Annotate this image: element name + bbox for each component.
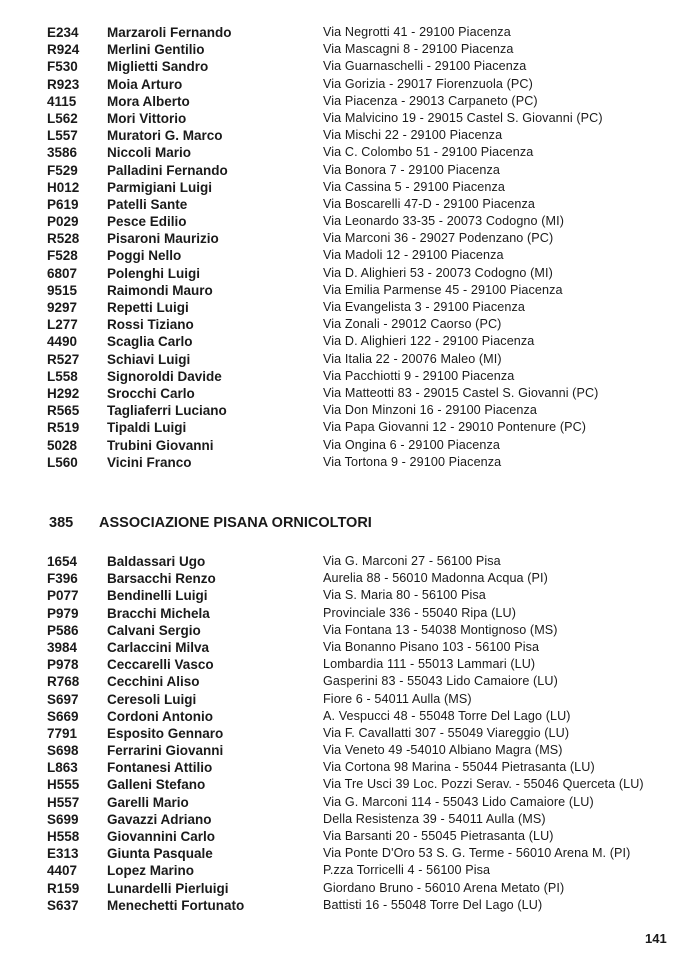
member-name: Raimondi Mauro	[107, 282, 213, 298]
member-code: R923	[47, 76, 80, 92]
member-row	[0, 402, 700, 419]
member-name: Giunta Pasquale	[107, 846, 213, 862]
member-name: Gavazzi Adriano	[107, 811, 212, 827]
member-row	[0, 454, 700, 471]
member-row	[0, 419, 700, 436]
member-name: Srocchi Carlo	[107, 385, 195, 401]
member-name: Bracchi Michela	[107, 605, 210, 621]
member-code: S637	[47, 897, 79, 913]
member-address: Via S. Maria 80 - 56100 Pisa	[323, 588, 486, 603]
member-code: 4407	[47, 863, 78, 879]
member-name: Signoroldi Davide	[107, 368, 222, 384]
member-row	[0, 110, 700, 127]
section-heading	[0, 512, 700, 534]
member-row	[0, 880, 700, 897]
member-address: Via Ongina 6 - 29100 Piacenza	[323, 437, 501, 452]
member-name: Rossi Tiziano	[107, 317, 194, 333]
member-address: Via C. Colombo 51 - 29100 Piacenza	[323, 145, 534, 160]
member-address: Via Emilia Parmense 45 - 29100 Piacenza	[323, 282, 563, 297]
member-name: Ferrarini Giovanni	[107, 743, 224, 759]
member-code: P979	[47, 605, 79, 621]
member-code: H557	[47, 794, 80, 810]
member-code: F530	[47, 59, 78, 75]
section-title: ASSOCIAZIONE PISANA ORNICOLTORI	[99, 515, 372, 531]
member-code: 3586	[47, 145, 78, 161]
member-row	[0, 691, 700, 708]
member-name: Polenghi Luigi	[107, 265, 200, 281]
member-code: P619	[47, 196, 79, 212]
member-row	[0, 587, 700, 604]
member-address: Via Bonora 7 - 29100 Piacenza	[323, 162, 501, 177]
member-name: Miglietti Sandro	[107, 59, 209, 75]
member-code: 9515	[47, 282, 78, 298]
member-code: P586	[47, 622, 79, 638]
member-address: Giordano Bruno - 56010 Arena Metato (PI)	[323, 880, 565, 895]
member-code: R565	[47, 403, 80, 419]
member-address: Via D. Alighieri 53 - 20073 Codogno (MI)	[323, 265, 553, 280]
member-address: Via Madoli 12 - 29100 Piacenza	[323, 248, 504, 263]
member-name: Tagliaferri Luciano	[107, 403, 227, 419]
member-code: P029	[47, 214, 79, 230]
member-address: Via F. Cavallatti 307 - 55049 Viareggio (LU)	[323, 725, 570, 740]
member-address: Provinciale 336 - 55040 Ripa (LU)	[323, 605, 517, 620]
member-row	[0, 368, 700, 385]
member-address: Fiore 6 - 54011 Aulla (MS)	[323, 691, 472, 706]
member-row	[0, 622, 700, 639]
member-address: A. Vespucci 48 - 55048 Torre Del Lago (LU)	[323, 708, 571, 723]
member-address: Via Cortona 98 Marina - 55044 Pietrasanta (LU)	[323, 760, 595, 775]
member-address: Via Barsanti 20 - 55045 Pietrasanta (LU)	[323, 829, 554, 843]
member-address: Via Marconi 36 - 29027 Podenzano (PC)	[323, 231, 554, 246]
member-code: 5028	[47, 437, 78, 453]
member-name: Scaglia Carlo	[107, 334, 193, 350]
member-code: F396	[47, 571, 78, 587]
member-name: Lunardelli Pierluigi	[107, 880, 229, 896]
member-code: 1654	[47, 554, 78, 569]
member-row	[0, 351, 700, 368]
member-name: Palladini Fernando	[107, 162, 228, 178]
member-address: Via Don Minzoni 16 - 29100 Piacenza	[323, 403, 537, 418]
member-code: L560	[47, 454, 78, 470]
member-row	[0, 196, 700, 213]
member-address: Via Matteotti 83 - 29015 Castel S. Giovanni (PC)	[323, 385, 599, 400]
member-row	[0, 811, 700, 828]
member-address: Via Veneto 49 -54010 Albiano Magra (MS)	[323, 743, 563, 758]
member-code: R528	[47, 231, 80, 247]
member-address: Via Leonardo 33-35 - 20073 Codogno (MI)	[323, 214, 565, 229]
member-name: Cordoni Antonio	[107, 708, 213, 724]
member-address: Via G. Marconi 27 - 56100 Pisa	[323, 554, 501, 568]
member-code: 4115	[47, 93, 77, 109]
member-address: Lombardia 111 - 55013 Lammari (LU)	[323, 657, 536, 672]
member-row	[0, 725, 700, 742]
member-code: R159	[47, 880, 80, 896]
member-code: F528	[47, 248, 78, 264]
member-name: Menechetti Fortunato	[107, 897, 245, 913]
member-address: Via Guarnaschelli - 29100 Piacenza	[323, 59, 527, 74]
member-address: Gasperini 83 - 55043 Lido Camaiore (LU)	[323, 674, 558, 689]
member-code: 9297	[47, 300, 78, 315]
page-number: 141	[645, 931, 667, 946]
member-address: Aurelia 88 - 56010 Madonna Acqua (PI)	[323, 571, 548, 586]
member-code: L562	[47, 110, 78, 126]
member-name: Pisaroni Maurizio	[107, 231, 219, 247]
member-row	[0, 708, 700, 725]
member-address: Via Piacenza - 29013 Carpaneto (PC)	[323, 93, 538, 108]
member-name: Esposito Gennaro	[107, 725, 224, 741]
member-name: Ceresoli Luigi	[107, 691, 197, 707]
member-code: L277	[47, 317, 78, 333]
member-name: Garelli Mario	[107, 794, 189, 810]
member-name: Galleni Stefano	[107, 777, 206, 793]
member-code: S669	[47, 708, 79, 724]
member-list-pisana	[0, 553, 700, 914]
member-name: Marzaroli Fernando	[107, 25, 232, 40]
member-address: Via D. Alighieri 122 - 29100 Piacenza	[323, 334, 535, 349]
member-address: Via Mascagni 8 - 29100 Piacenza	[323, 42, 514, 57]
member-address: P.zza Torricelli 4 - 56100 Pisa	[323, 863, 491, 878]
member-row	[0, 639, 700, 656]
member-address: Via Gorizia - 29017 Fiorenzuola (PC)	[323, 76, 533, 91]
member-name: Mori Vittorio	[107, 110, 187, 126]
member-row	[0, 230, 700, 247]
member-code: R768	[47, 674, 80, 690]
member-row	[0, 385, 700, 402]
member-row	[0, 127, 700, 144]
member-name: Barsacchi Renzo	[107, 571, 216, 587]
member-address: Via Pacchiotti 9 - 29100 Piacenza	[323, 368, 515, 383]
member-name: Giovannini Carlo	[107, 829, 216, 844]
member-address: Via Boscarelli 47-D - 29100 Piacenza	[323, 196, 535, 211]
member-code: 4490	[47, 334, 78, 350]
member-row	[0, 759, 700, 776]
member-name: Calvani Sergio	[107, 622, 201, 638]
member-name: Poggi Nello	[107, 248, 182, 264]
member-address: Via Italia 22 - 20076 Maleo (MI)	[323, 351, 502, 366]
member-address: Via Cassina 5 - 29100 Piacenza	[323, 179, 505, 194]
member-row	[0, 673, 700, 690]
member-code: H558	[47, 829, 80, 844]
member-name: Schiavi Luigi	[107, 351, 191, 367]
member-address: Via Bonanno Pisano 103 - 56100 Pisa	[323, 639, 540, 654]
member-row	[0, 897, 700, 914]
member-address: Via Zonali - 29012 Caorso (PC)	[323, 317, 502, 332]
member-row	[0, 24, 700, 41]
member-address: Via G. Marconi 114 - 55043 Lido Camaiore (LU)	[323, 794, 594, 809]
member-row	[0, 794, 700, 811]
member-code: S699	[47, 811, 79, 827]
member-address: Via Malvicino 19 - 29015 Castel S. Giovanni (PC)	[323, 110, 603, 125]
member-name: Parmigiani Luigi	[107, 179, 213, 195]
member-name: Bendinelli Luigi	[107, 588, 208, 604]
member-address: Via Tortona 9 - 29100 Piacenza	[323, 454, 502, 469]
member-name: Tipaldi Luigi	[107, 420, 187, 436]
member-row	[0, 282, 700, 299]
member-address: Via Fontana 13 - 54038 Montignoso (MS)	[323, 622, 558, 637]
member-row	[0, 333, 700, 350]
member-name: Trubini Giovanni	[107, 437, 214, 453]
member-code: P077	[47, 588, 79, 604]
member-code: H292	[47, 385, 80, 401]
member-address: Battisti 16 - 55048 Torre Del Lago (LU)	[323, 897, 543, 912]
member-row	[0, 605, 700, 622]
member-code: E234	[47, 25, 79, 40]
member-row	[0, 316, 700, 333]
member-name: Cecchini Aliso	[107, 674, 200, 690]
member-row	[0, 179, 700, 196]
member-name: Patelli Sante	[107, 196, 188, 212]
member-row	[0, 776, 700, 793]
member-row	[0, 247, 700, 264]
member-row	[0, 570, 700, 587]
member-name: Niccoli Mario	[107, 145, 192, 161]
member-row	[0, 862, 700, 879]
member-code: R527	[47, 351, 80, 367]
member-address: Via Mischi 22 - 29100 Piacenza	[323, 128, 503, 143]
member-name: Mora Alberto	[107, 93, 190, 109]
member-address: Via Evangelista 3 - 29100 Piacenza	[323, 300, 526, 314]
member-code: L558	[47, 368, 78, 384]
member-code: S697	[47, 691, 79, 707]
member-name: Pesce Edilio	[107, 214, 187, 230]
member-name: Baldassari Ugo	[107, 554, 206, 569]
member-code: P978	[47, 657, 79, 673]
member-name: Moia Arturo	[107, 76, 183, 92]
member-code: S698	[47, 743, 79, 759]
member-name: Muratori G. Marco	[107, 128, 223, 144]
member-address: Via Negrotti 41 - 29100 Piacenza	[323, 25, 511, 39]
member-code: H555	[47, 777, 80, 793]
member-name: Lopez Marino	[107, 863, 194, 879]
member-row	[0, 213, 700, 230]
member-row	[0, 553, 700, 570]
member-row	[0, 76, 700, 93]
member-code: L557	[47, 128, 78, 144]
member-row	[0, 162, 700, 179]
member-row	[0, 742, 700, 759]
member-row	[0, 845, 700, 862]
member-row	[0, 41, 700, 58]
member-name: Ceccarelli Vasco	[107, 657, 214, 673]
member-code: R924	[47, 42, 80, 58]
member-row	[0, 299, 700, 316]
member-row	[0, 144, 700, 161]
member-row	[0, 656, 700, 673]
member-name: Carlaccini Milva	[107, 639, 210, 655]
member-code: E313	[47, 846, 79, 862]
member-address: Via Tre Usci 39 Loc. Pozzi Serav. - 55046 Querceta (LU)	[323, 777, 644, 792]
member-code: F529	[47, 162, 78, 178]
member-name: Vicini Franco	[107, 454, 192, 470]
member-row	[0, 58, 700, 75]
member-address: Via Ponte D'Oro 53 S. G. Terme - 56010 Arena M. (PI)	[323, 846, 631, 861]
member-name: Fontanesi Attilio	[107, 760, 213, 776]
member-address: Della Resistenza 39 - 54011 Aulla (MS)	[323, 811, 546, 826]
member-name: Merlini Gentilio	[107, 42, 205, 58]
member-list-piacenza	[0, 24, 700, 471]
member-code: R519	[47, 420, 80, 436]
member-row	[0, 828, 700, 845]
member-code: 7791	[47, 725, 78, 741]
member-code: 3984	[47, 639, 78, 655]
member-address: Via Papa Giovanni 12 - 29010 Pontenure (PC)	[323, 420, 587, 435]
member-code: 6807	[47, 265, 78, 281]
member-code: H012	[47, 179, 80, 195]
member-row	[0, 93, 700, 110]
member-row	[0, 437, 700, 454]
member-code: L863	[47, 760, 78, 776]
section-number: 385	[49, 515, 74, 531]
member-row	[0, 265, 700, 282]
member-name: Repetti Luigi	[107, 300, 189, 315]
